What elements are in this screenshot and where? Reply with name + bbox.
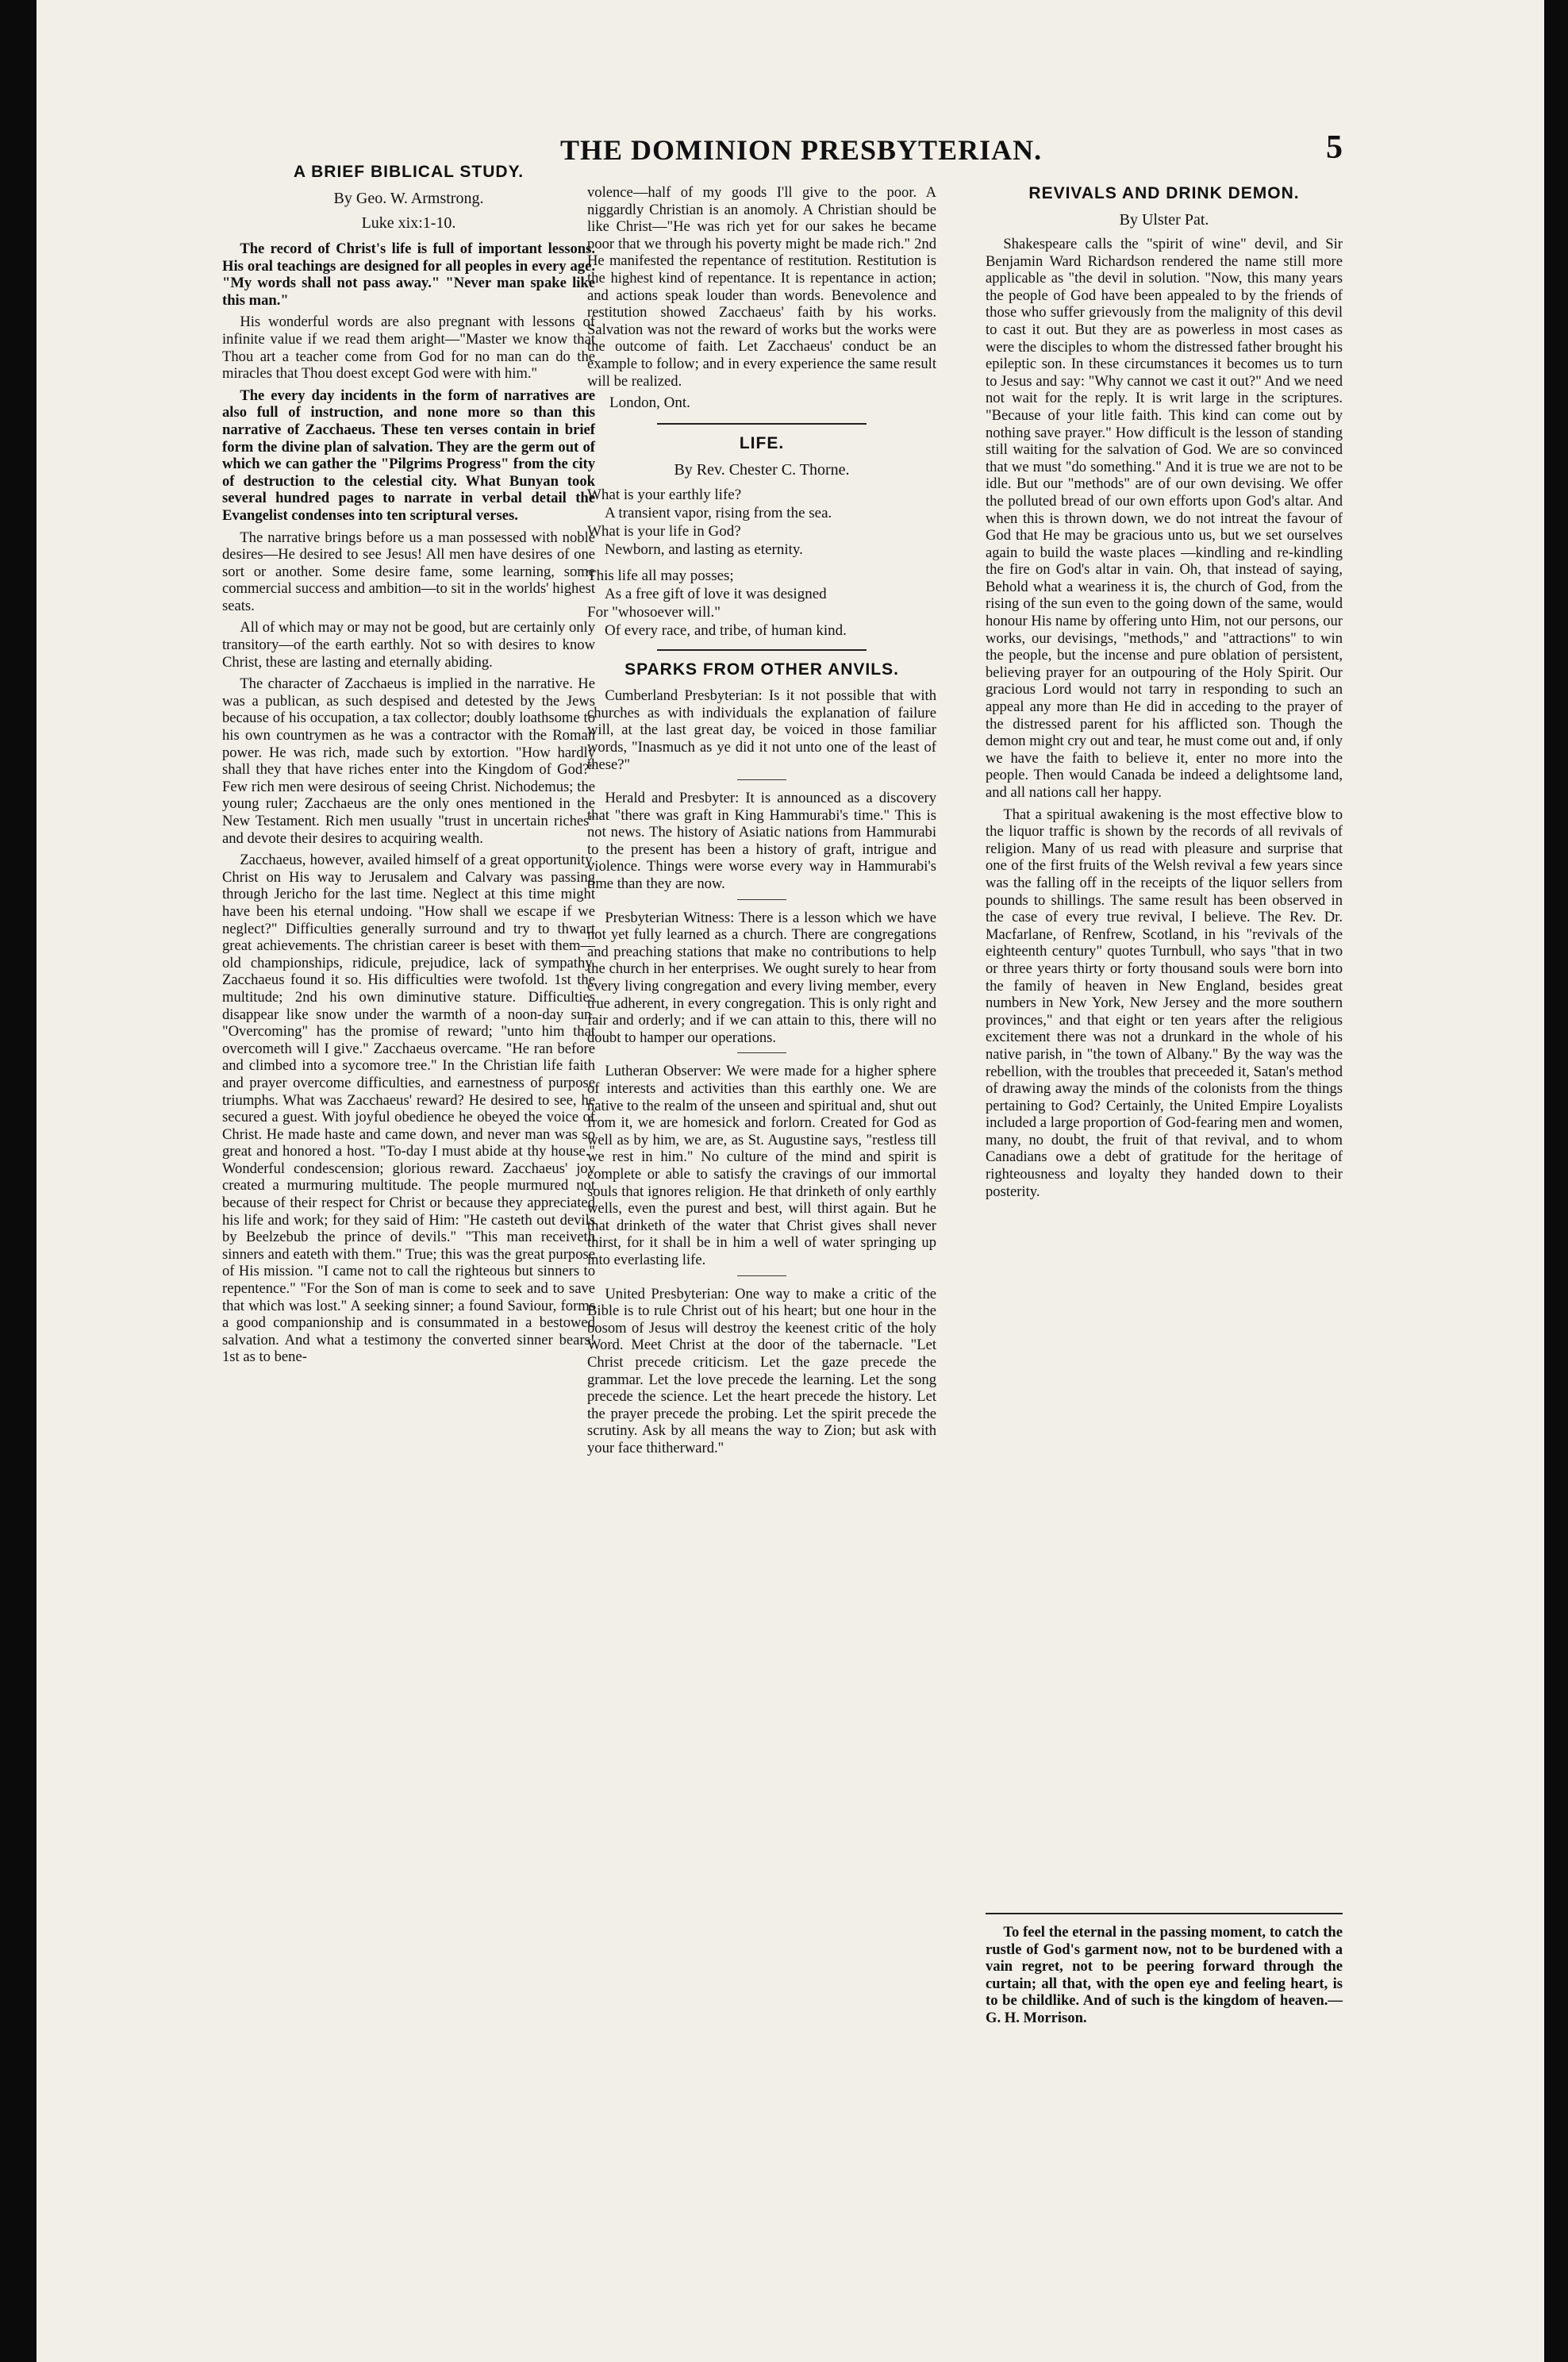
paragraph: United Presbyterian: One way to make a critic of the Bible is to rule Christ out of his heart; but one hour in the bosom of Jesus will destroy the keenest critic of the holy Word. Meet Christ at the door of the tabernacle. "Let Christ precede criticism. Let the gaze precede the grammar. Let the love precede the learning. Let the song precede the science. Let the heart precede the history. Let the prayer precede the probing. Let the spirit precede the scrutiny. Ask by all means the way to Zion; but ask with your face thitherward." [587, 1285, 936, 1456]
poem-line: What is your earthly life? [587, 487, 742, 504]
paragraph: Cumberland Presbyterian: Is it not possible that with churches as with individuals the explanation of failure will, at the last great day, be voiced in those familiar words, "Inasmuch as ye did it not unto one of the least of these?" [587, 687, 936, 773]
poem-line: What is your life in God? [587, 523, 741, 540]
closing-quote [986, 1913, 1343, 2032]
paragraph: His wonderful words are also pregnant with lessons of infinite value if we read them aright—"Master we know that Thou art a teacher come from God for no man can do the miracles that Thou doest except God were with him." [222, 314, 595, 383]
article-title-study: A BRIEF BIBLICAL STUDY. [293, 163, 525, 181]
article-title-life: LIFE. [739, 434, 785, 453]
section-divider [986, 1913, 1343, 1914]
poem-line: As a free gift of love it was designed [605, 586, 827, 603]
poem-line: This life all may posses; [587, 567, 734, 585]
item-divider [737, 899, 786, 900]
byline-revivals: By Ulster Pat. [1119, 211, 1209, 229]
column-2 [587, 184, 936, 1461]
paragraph: Lutheran Observer: We were made for a higher sphere of interests and activities than this earthly one. We are native to the realm of the unseen and spiritual and, shut out from it, we are homesick and forlorn. Created for God as well as by him, we are, as St. Augustine says, "restless till we rest in him." No culture of the mind and spirit is complete or able to satisfy the cravings of our immortal souls that ignores religion. He that drinketh of only earthly wells, even the purest and best, will thirst again. But he that drinketh of the water that Christ gives shall never thirst, for it shall be in him a well of water springing up into everlasting life. [587, 1063, 936, 1268]
paragraph: The record of Christ's life is full of important lessons. His oral teachings are designed for all peoples in every age. "My words shall not pass away." "Never man spake like this man." [222, 240, 595, 309]
item-divider [737, 1052, 786, 1053]
paragraph: The character of Zacchaeus is implied in the narrative. He was a publican, as such despised and detested by the Jews because of his occupation, a tax collector; doubly loathsome to his own countrymen as he was a contractor with the Roman power. He was rich, made such by extortion. "How hardly shall they that have riches enter into the Kingdom of God?" Few rich men were desirous of seeing Christ. Nichodemus; the young ruler; Zacchaeus are the only ones mentioned in the New Testament. Rich men usually "trust in uncertain riches" and devote their desires to acquiring wealth. [222, 675, 595, 847]
byline-life: By Rev. Chester C. Thorne. [674, 461, 850, 479]
paragraph: The narrative brings before us a man possessed with noble desires—He desired to see Jesus! All men have desires of one sort or another. Some desire fame, some learning, some commercial success and ambition—to sit in the worlds' highest seats. [222, 529, 595, 614]
journal-title: THE DOMINION PRESBYTERIAN. [560, 134, 1043, 166]
section-divider [657, 423, 867, 425]
poem [587, 486, 936, 640]
paragraph: Shakespeare calls the "spirit of wine" devil, and Sir Benjamin Ward Richardson rendered the name still more applicable as "the devil in solution. "Now, this many years the people of God have been appealed to by the friends of those who suffer grievously from the malignity of this devil to cast it out. But they are as powerless in most cases as were the disciples to whom the distressed father brought his epileptic son. In these circumstances it becomes us to turn to Jesus and say: "Why cannot we cast it out?" And we need not wait for the reply. It is writ large in the scriptures. "Because of your litle faith. This kind can come out by nothing save prayer." How difficult is the lesson of standing still waiting for the salvation of God. We are so convinced that we must "do something." And it is true we are not to be idle. But our "methods" are of our own devising. We offer the polluted bread of our own efforts upon God's altar. And when this is thrown down, we do not intreat the favour of God that He may be gracious unto us, but we set ourselves again to build the waste places —kindling and re-kindling the fire on God's altar in vain. Oh, that instead of saying, Behold what a weariness it is, the church of God, from the rising of the sun even to the going down of the same, would honour His name by offering unto Him, not our persons, our works, our devisings, "methods," and "attractions" to win the people, but the incense and pure oblation of persistent, believing prayer for an outpouring of the Holy Spirit. Our gracious Lord would not tarry in responding to such an appeal any more than He did in acceding to the prayer of the distressed parent for his afflicted son. Though the demon might cry out and tear, he must come out and, if only we have the faith to believe it, enter no more into the people. Then would Canada be indeed a delightsome land, and all nations call her happy. [986, 236, 1343, 801]
page-number: 5 [1326, 129, 1343, 166]
poem-line: Newborn, and lasting as eternity. [605, 541, 803, 559]
article-signature: London, Ont. [609, 394, 690, 412]
paragraph: That a spiritual awakening is the most effective blow to the liquor traffic is shown by the records of all revivals of religion. Many of us read with pleasure and surprise that one of the first fruits of the Welsh revival a few years since was the falling off in the receipts of the liquor sellers from pounds to shillings. The same result has been observed in the case of every true revival, I believe. The Rev. Dr. Macfarlane, of Renfrew, Scotland, in his "revivals of the eighteenth century" quotes Turnbull, who says "that in two or three years thirty or forty thousand souls were born into the family of heaven in New England, besides great numbers in New York, New Jersey and the more southern provinces," and that eight or ten years after the religious excitement there was not a drunkard in the whole of his native parish, in "the town of Albany." By the way was the rebellion, with the troubles that preceeded it, Satan's method of drawing away the minds of the colonists from the things pertaining to God? Certainly, the United Empire Loyalists included a large proportion of God-fearing men and women, many, no doubt, the fruit of that revival, and to whom Canadians owe a debt of gratitude for the heritage of righteousness and loyalty they handed down to their posterity. [986, 806, 1343, 1200]
column-3 [986, 184, 1343, 1205]
poem-line: Of every race, and tribe, of human kind. [605, 622, 847, 640]
quote-paragraph: To feel the eternal in the passing moment, to catch the rustle of God's garment now, not to be burdened with a vain regret, not to be peering forward through the curtain; all that, with the open eye and feeling heart, is to be childlike. And of such is the kingdom of heaven.—G. H. Morrison. [986, 1924, 1343, 2026]
paragraph: Herald and Presbyter: It is announced as a discovery that "there was graft in King Hammurabi's time." This is not news. The history of Asiatic nations from Hammurabi to the present has been a history of graft, intrigue and violence. Things were worse every way in Hammurabi's time than they are now. [587, 790, 936, 893]
newspaper-page [37, 0, 1544, 2362]
item-divider [737, 1275, 786, 1276]
scripture-reference: Luke xix:1-10. [361, 214, 456, 232]
section-divider [657, 649, 867, 651]
poem-line: For "whosoever will." [587, 604, 721, 621]
byline-study: By Geo. W. Armstrong. [333, 190, 484, 207]
article-title-revivals: REVIVALS AND DRINK DEMON. [1028, 184, 1300, 202]
item-divider [737, 779, 786, 780]
column-1 [222, 163, 595, 1371]
paragraph: All of which may or may not be good, but are certainly only transitory—of the earth earthly. Not so with desires to know Christ, these are lasting and eternally abiding. [222, 619, 595, 671]
paragraph: Presbyterian Witness: There is a lesson which we have not yet fully learned as a church. There are congregations and preaching stations that make no contributions to help the church in her enterprises. We ought surely to hear from every living congregation and every living member, every true adherent, in every congregation. This is only right and fair and orderly; and if we can attain to this, there will no doubt to hamper our operations. [587, 909, 936, 1046]
paragraph: volence—half of my goods I'll give to the poor. A niggardly Christian is an anomoly. A Christian should be like Christ—"He was rich yet for our sakes he became poor that we through his poverty might be made rich." 2nd He manifested the repentance of restitution. Restitution is the highest kind of repentance. It is repentance in action; and actions speak louder than words. Benevolence and restitution showed Zacchaeus' faith by his works. Salvation was not the reward of works but the works were the outcome of faith. Let Zacchaeus' conduct be an example to follow; and in every experience the same result will be realized. [587, 184, 936, 390]
poem-line: A transient vapor, rising from the sea. [605, 505, 832, 522]
paragraph: The every day incidents in the form of narratives are also full of instruction, and none more so than this narrative of Zacchaeus. These ten verses contain in brief form the divine plan of salvation. They are the germ out of which we can gather the "Pilgrims Progress" from the city of destruction to the celestial city. What Bunyan took several hundred pages to narrate in verbal detail the Evangelist condenses into ten scriptural verses. [222, 387, 595, 524]
article-title-sparks: SPARKS FROM OTHER ANVILS. [625, 660, 899, 679]
paragraph: Zacchaeus, however, availed himself of a great opportunity. Christ on His way to Jerusalem and Calvary was passing through Jericho for the last time. Neglect at this time might have been his eternal undoing. "How shall we escape if we neglect?" Difficulties generally surround and try to thwart great achievements. The christian career is beset with them—old championships, ridicule, prejudice, lack of sympathy. Zacchaeus found it so. His difficulties were twofold. 1st the multitude; 2nd his own diminutive stature. Difficulties disappear like snow under the warmth of a noon-day sun. "Overcoming" has the promise of reward; "unto him that overcometh will I give." Zacchaeus overcame. "He ran before and climbed into a sycomore tree." In the Christian life faith and prayer overcome difficulties, and earnestness of purpose triumphs. What was Zacchaeus' reward? He desired to see, he secured a guest. With joyful obedience he obeyed the voice of Christ. He made haste and came down, and never man was so great and honored a host. "To-day I must abide at thy house." Wonderful condescension; glorious reward. Zacchaeus' joy created a murmuring multitude. The people murmured not because of their respect for Christ or because they appreciated his life and work; for they said of Him: "He casteth out devils by Beelzebub the prince of devils." "This man receiveth sinners and eateth with them." True; this was the great purpose of His mission. "I came not to call the righteous but sinners to repentence." "For the Son of man is come to seek and to save that which was lost." A seeking sinner; a found Saviour, forms a good companionship and is consummated in a bestowed salvation. And what a testimony the converted sinner bears! 1st as to bene- [222, 852, 595, 1366]
